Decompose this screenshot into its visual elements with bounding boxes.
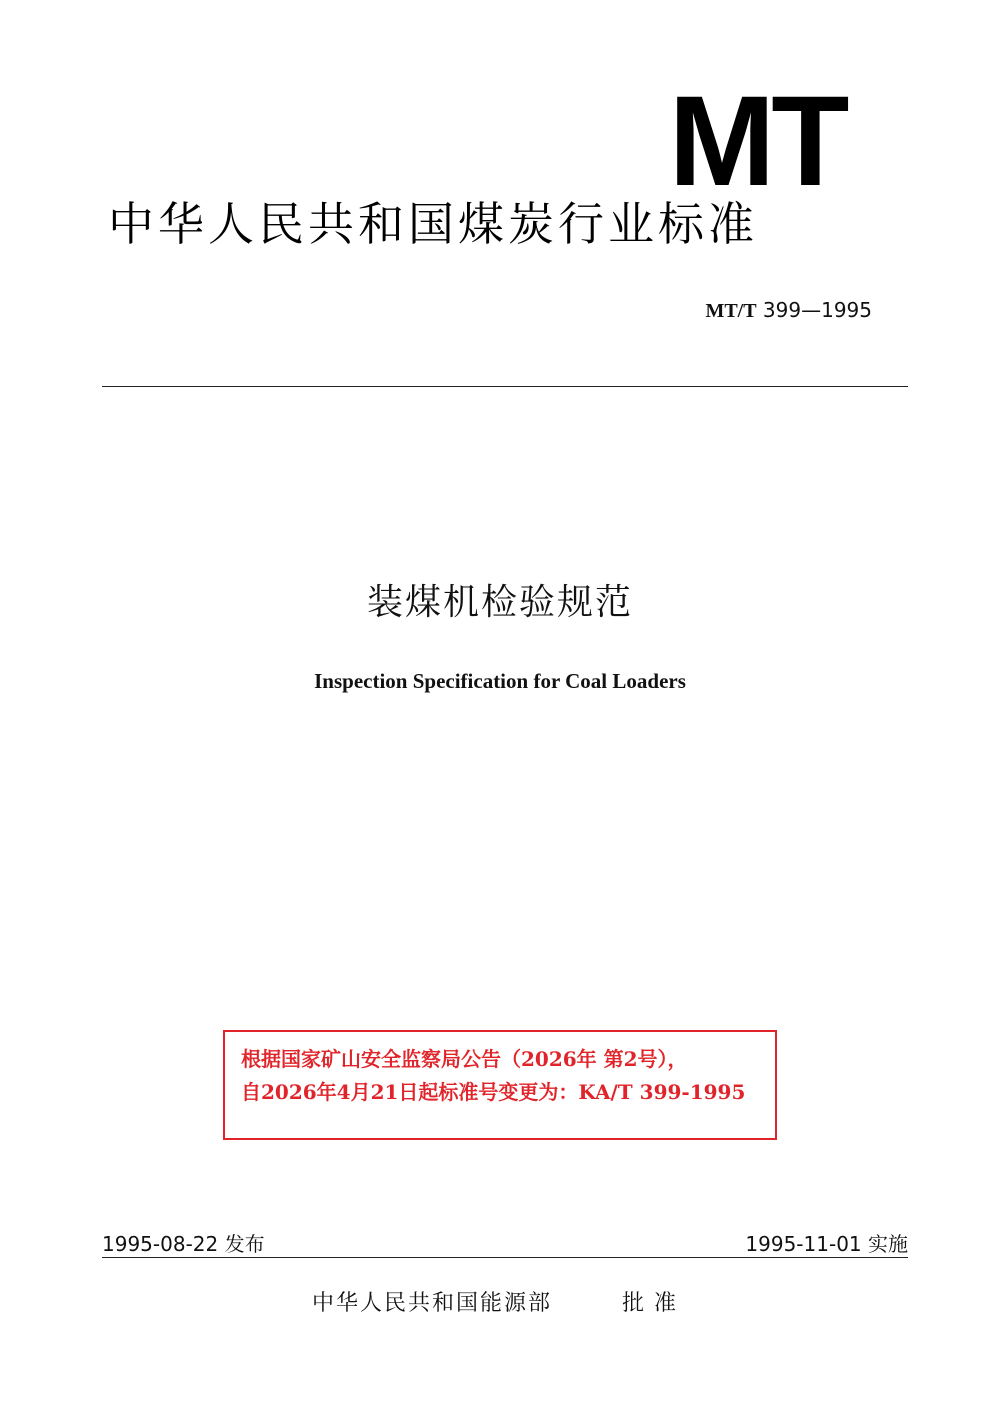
org-title: 中华人民共和国煤炭行业标准	[108, 197, 758, 251]
notice-line-2: 自2026年4月21日起标准号变更为：KA/T 399-1995	[241, 1080, 746, 1104]
standard-number-value: 399—1995	[762, 298, 872, 322]
mt-logo: MT	[668, 70, 846, 213]
implementation-date: 1995-11-01 实施	[745, 1232, 908, 1256]
bottom-divider	[102, 1257, 908, 1258]
renumbering-notice-box	[223, 1030, 777, 1140]
standard-number	[560, 296, 872, 324]
document-title-en: Inspection Specification for Coal Loaders	[314, 669, 686, 693]
issue-date: 1995-08-22 发布	[102, 1232, 265, 1256]
standard-prefix: MT/T	[705, 300, 757, 322]
notice-line-1: 根据国家矿山安全监察局公告（2026年 第2号），	[241, 1047, 688, 1071]
document-title-cn: 装煤机检验规范	[366, 582, 633, 623]
approving-authority: 中华人民共和国能源部	[312, 1291, 553, 1316]
top-divider	[102, 386, 908, 387]
approve-label: 批准	[622, 1291, 687, 1316]
